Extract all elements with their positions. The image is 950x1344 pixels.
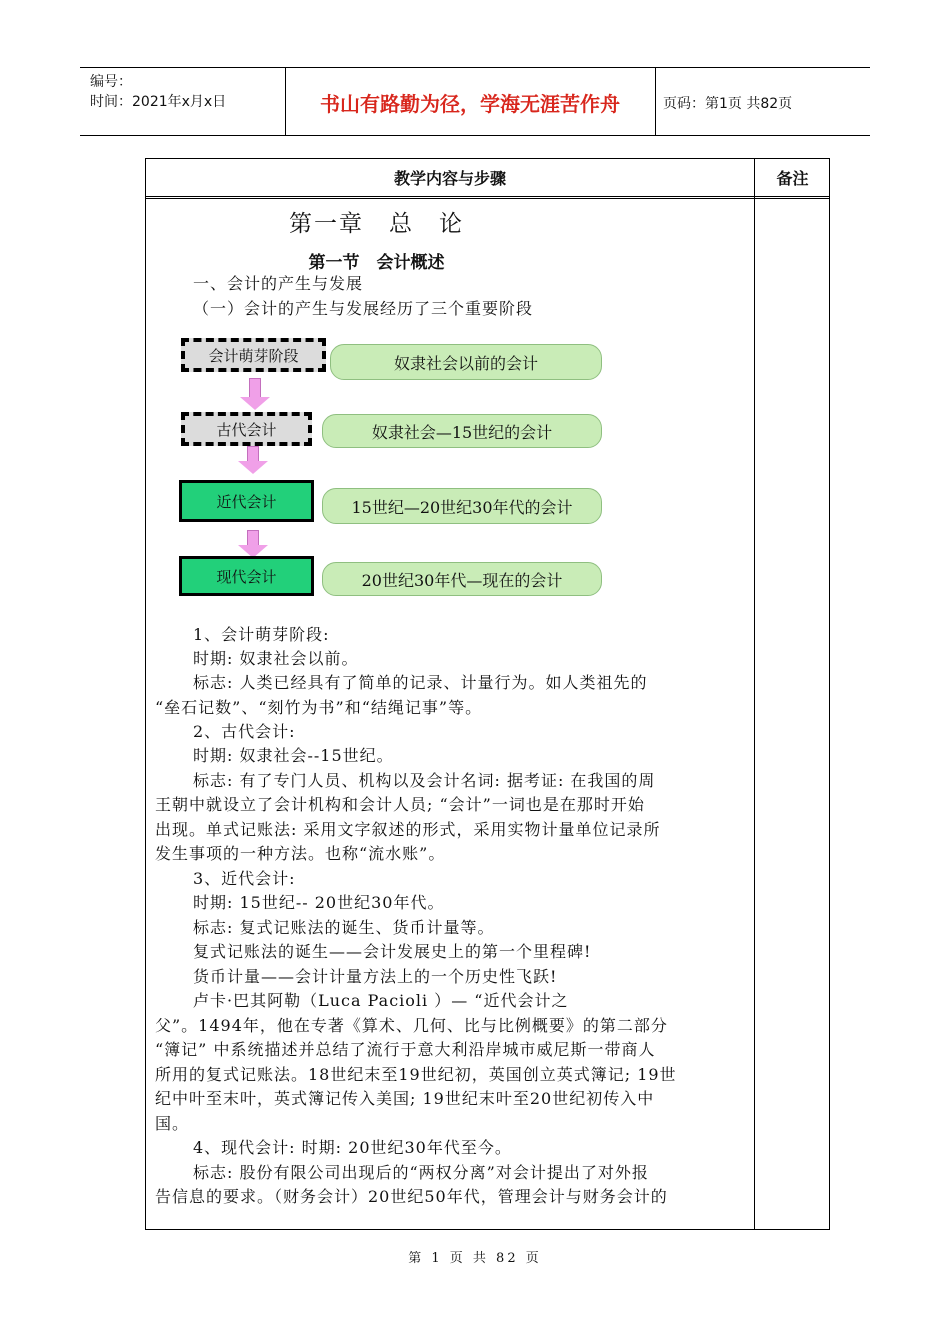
down-arrow-icon bbox=[238, 446, 268, 474]
page-footer: 第 1 页 共 82 页 bbox=[408, 1251, 542, 1266]
document-header bbox=[80, 67, 870, 136]
stage-box: 古代会计 bbox=[181, 412, 312, 446]
body-line: 标志: 股份有限公司出现后的“两权分离”对会计提出了对外报 bbox=[193, 1163, 649, 1182]
body-line: 父”。1494年，他在专著《算术、几何、比与比例概要》的第二部分 bbox=[155, 1016, 668, 1035]
header-motto: 书山有路勤为径，学海无涯苦作舟 bbox=[320, 92, 620, 116]
body-line: 2、古代会计: bbox=[193, 722, 296, 741]
body-line: 王朝中就设立了会计机构和会计人员; “会计”一词也是在那时开始 bbox=[155, 795, 645, 814]
body-line: 纪中叶至末叶，英式簿记传入美国; 19世纪末叶至20世纪初传入中 bbox=[155, 1089, 655, 1108]
body-line: 1、会计萌芽阶段: bbox=[193, 625, 330, 644]
body-line: 货币计量——会计计量方法上的一个历史性飞跃! bbox=[193, 967, 558, 986]
outline-heading: 一、会计的产生与发展 bbox=[193, 274, 364, 293]
body-line: 标志: 人类已经具有了简单的记录、计量行为。如人类祖先的 bbox=[193, 673, 648, 692]
stage-box: 现代会计 bbox=[179, 556, 314, 596]
body-line: 所用的复式记账法。18世纪末至19世纪初，英国创立英式簿记; 19世 bbox=[155, 1065, 677, 1084]
body-line: 国。 bbox=[155, 1114, 190, 1133]
body-line: 复式记账法的诞生——会计发展史上的第一个里程碑! bbox=[193, 942, 592, 961]
column-header-content: 教学内容与步骤 bbox=[393, 169, 506, 188]
body-line: 卢卡·巴其阿勒（Luca Pacioli ）— “近代会计之 bbox=[193, 991, 569, 1010]
body-line: 发生事项的一种方法。也称“流水账”。 bbox=[155, 844, 446, 863]
header-divider bbox=[655, 68, 656, 135]
header-row-line bbox=[146, 198, 829, 199]
body-line: 时期: 15世纪-- 20世纪30年代。 bbox=[193, 893, 445, 912]
down-arrow-icon bbox=[238, 530, 268, 558]
time-label: 时间：2021年x月x日 bbox=[90, 94, 227, 110]
chapter-title: 第一章 总 论 bbox=[289, 211, 464, 237]
header-row-line bbox=[146, 196, 829, 197]
stage-description: 奴隶社会—15世纪的会计 bbox=[322, 414, 602, 448]
body-line: 时期: 奴隶社会以前。 bbox=[193, 649, 359, 668]
body-line: 3、近代会计: bbox=[193, 869, 296, 888]
body-line: 标志: 有了专门人员、机构以及会计名词: 据考证: 在我国的周 bbox=[193, 771, 656, 790]
stage-description: 15世纪—20世纪30年代的会计 bbox=[322, 488, 602, 524]
body-line: 出现。单式记账法: 采用文字叙述的形式，采用实物计量单位记录所 bbox=[155, 820, 661, 839]
number-label: 编号： bbox=[90, 74, 132, 90]
stage-box: 近代会计 bbox=[179, 480, 314, 522]
page-indicator: 页码：第1页 共82页 bbox=[663, 95, 793, 112]
section-title: 第一节 会计概述 bbox=[308, 253, 445, 273]
header-meta bbox=[90, 72, 226, 112]
stage-description: 奴隶社会以前的会计 bbox=[330, 344, 602, 380]
stage-description: 20世纪30年代—现在的会计 bbox=[322, 562, 602, 596]
body-line: 告信息的要求。（财务会计）20世纪50年代，管理会计与财务会计的 bbox=[155, 1187, 668, 1206]
body-line: “垒石记数”、“刻竹为书”和“结绳记事”等。 bbox=[155, 698, 483, 717]
column-divider bbox=[754, 159, 755, 1229]
down-arrow-icon bbox=[240, 378, 270, 410]
body-line: 标志: 复式记账法的诞生、货币计量等。 bbox=[193, 918, 495, 937]
body-line: 时期: 奴隶社会--15世纪。 bbox=[193, 746, 394, 765]
stage-box: 会计萌芽阶段 bbox=[181, 338, 326, 372]
body-line: 4、现代会计: 时期: 20世纪30年代至今。 bbox=[193, 1138, 512, 1157]
outline-subheading: （一）会计的产生与发展经历了三个重要阶段 bbox=[193, 299, 534, 318]
column-header-notes: 备注 bbox=[776, 169, 809, 188]
body-line: “簿记” 中系统描述并总结了流行于意大利沿岸城市威尼斯一带商人 bbox=[155, 1040, 656, 1059]
